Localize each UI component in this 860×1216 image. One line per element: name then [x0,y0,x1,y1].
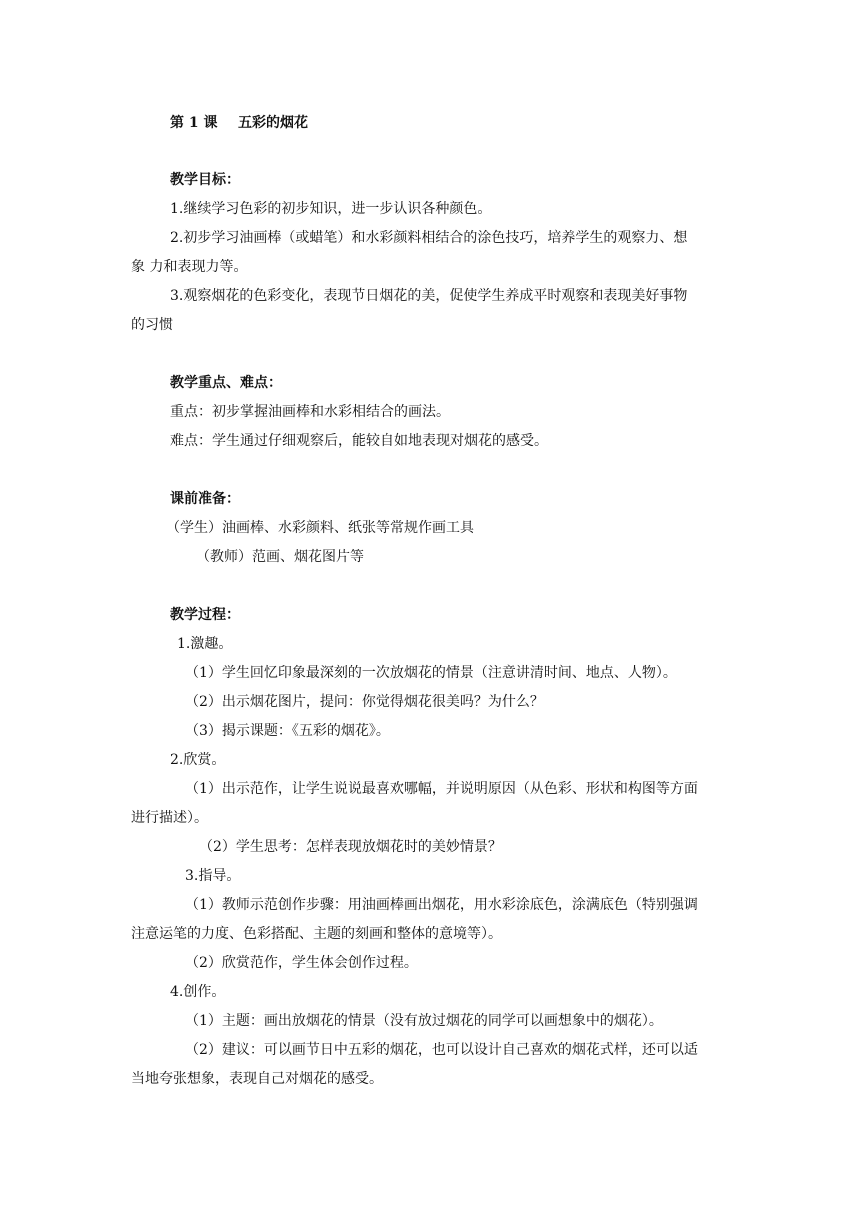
process-substep: （2）出示烟花图片，提问：你觉得烟花很美吗？为什么？ [185,694,544,710]
objective-item-continued: 的习惯 [131,317,173,333]
objective-item: 1.继续学习色彩的初步知识，进一步认识各种颜色。 [170,201,492,217]
process-substep: （3）揭示课题：《五彩的烟花》。 [185,723,390,739]
process-substep-continued: 进行描述）。 [131,810,208,826]
process-step: 4.创作。 [170,984,226,1000]
preparation-students: （学生）油画棒、水彩颜料、纸张等常规作画工具 [166,520,474,536]
process-substep: （1）主题：画出放烟花的情景（没有放过烟花的同学可以画想象中的烟花）。 [185,1013,663,1029]
process-substep: （1）学生回忆印象最深刻的一次放烟花的情景（注意讲清时间、地点、人物）。 [185,665,677,681]
key-point-difficulty: 难点：学生通过仔细观察后，能较自如地表现对烟花的感受。 [170,433,548,449]
key-points-heading: 教学重点、难点： [170,375,282,391]
preparation-teacher: （教师）范画、烟花图片等 [196,549,364,565]
process-step: 2.欣赏。 [170,752,226,768]
process-substep: （1）出示范作，让学生说说最喜欢哪幅，并说明原因（从色彩、形状和构图等方面 [185,781,698,797]
process-substep: （1）教师示范创作步骤：用油画棒画出烟花，用水彩涂底色，涂满底色（特别强调 [185,897,698,913]
process-step: 3.指导。 [185,868,241,884]
preparation-heading: 课前准备： [170,491,240,507]
process-substep: （2）建议：可以画节日中五彩的烟花，也可以设计自己喜欢的烟花式样，还可以适 [185,1042,698,1058]
objective-item-continued: 象 力和表现力等。 [131,259,248,275]
process-step: 1.激趣。 [177,636,233,652]
lesson-number: 第 1 课 [170,115,218,131]
process-substep-continued: 当地夸张想象，表现自己对烟花的感受。 [131,1071,383,1087]
objective-item: 2.初步学习油画棒（或蜡笔）和水彩颜料相结合的涂色技巧，培养学生的观察力、想 [170,230,688,246]
process-substep-continued: 注意运笔的力度、色彩搭配、主题的刻画和整体的意境等）。 [131,926,502,942]
objective-item: 3.观察烟花的色彩变化，表现节日烟花的美，促使学生养成平时观察和表现美好事物 [170,288,688,304]
lesson-title: 五彩的烟花 [238,115,308,131]
process-substep: （2）欣赏范作，学生体会创作过程。 [185,955,418,971]
process-substep: （2）学生思考：怎样表现放烟花时的美妙情景？ [199,839,502,855]
process-heading: 教学过程： [170,607,240,623]
objectives-heading: 教学目标： [170,172,240,188]
key-point-focus: 重点：初步掌握油画棒和水彩相结合的画法。 [170,404,450,420]
